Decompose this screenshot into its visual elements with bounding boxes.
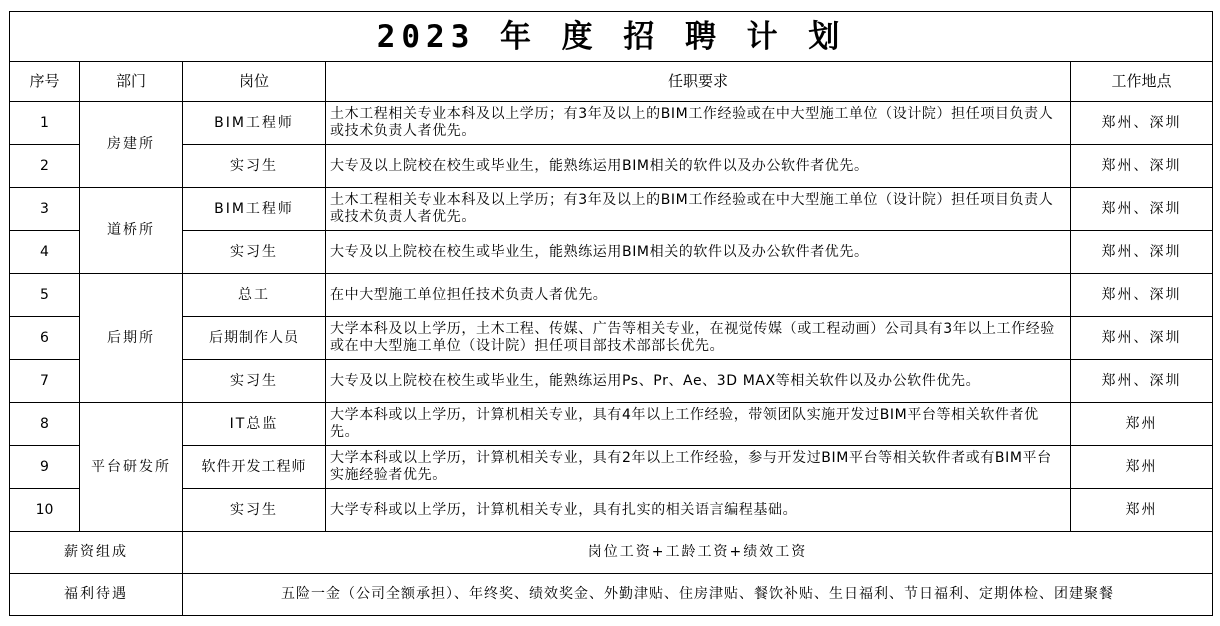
requirements-cell: 大专及以上院校在校生或毕业生，能熟练运用BIM相关的软件以及办公软件者优先。 <box>326 145 1071 188</box>
benefits-row <box>10 574 1213 616</box>
table-row <box>10 317 1213 360</box>
salary-label: 薪资组成 <box>10 532 183 574</box>
requirements-cell: 土木工程相关专业本科及以上学历；有3年及以上的BIM工作经验或在中大型施工单位（设计院）担任项目负责人或技术负责人者优先。 <box>326 188 1071 231</box>
location-cell: 郑州 <box>1071 403 1213 446</box>
position-cell: BIM工程师 <box>183 188 326 231</box>
location-cell: 郑州、深圳 <box>1071 188 1213 231</box>
location-cell: 郑州、深圳 <box>1071 102 1213 145</box>
title-row <box>10 12 1213 62</box>
header-index: 序号 <box>10 62 80 102</box>
row-index: 7 <box>10 360 80 403</box>
location-cell: 郑州、深圳 <box>1071 360 1213 403</box>
requirements-cell: 大学本科及以上学历，土木工程、传媒、广告等相关专业，在视觉传媒（或工程动画）公司具有3年以上工作经验或在中大型施工单位（设计院）担任项目部技术部部长优先。 <box>326 317 1071 360</box>
table-row <box>10 446 1213 489</box>
requirements-cell: 大专及以上院校在校生或毕业生，能熟练运用BIM相关的软件以及办公软件者优先。 <box>326 231 1071 274</box>
position-cell: 后期制作人员 <box>183 317 326 360</box>
row-index: 3 <box>10 188 80 231</box>
location-cell: 郑州、深圳 <box>1071 317 1213 360</box>
header-row <box>10 62 1213 102</box>
department-cell: 道桥所 <box>80 188 183 274</box>
department-cell: 房建所 <box>80 102 183 188</box>
requirements-cell: 大学专科或以上学历，计算机相关专业，具有扎实的相关语言编程基础。 <box>326 489 1071 532</box>
position-cell: IT总监 <box>183 403 326 446</box>
table-row <box>10 102 1213 145</box>
header-location: 工作地点 <box>1071 62 1213 102</box>
header-requirements: 任职要求 <box>326 62 1071 102</box>
row-index: 10 <box>10 489 80 532</box>
requirements-cell: 大学本科或以上学历，计算机相关专业，具有4年以上工作经验，带领团队实施开发过BIM平台等相关软件者优先。 <box>326 403 1071 446</box>
table-row <box>10 489 1213 532</box>
benefits-label: 福利待遇 <box>10 574 183 616</box>
requirements-cell: 在中大型施工单位担任技术负责人者优先。 <box>326 274 1071 317</box>
recruitment-plan-table <box>9 11 1213 616</box>
position-cell: 总工 <box>183 274 326 317</box>
requirements-cell: 大学本科或以上学历，计算机相关专业，具有2年以上工作经验，参与开发过BIM平台等相关软件者或有BIM平台实施经验者优先。 <box>326 446 1071 489</box>
department-cell: 后期所 <box>80 274 183 403</box>
table-row <box>10 403 1213 446</box>
header-department: 部门 <box>80 62 183 102</box>
table-row <box>10 145 1213 188</box>
benefits-value: 五险一金（公司全额承担）、年终奖、绩效奖金、外勤津贴、住房津贴、餐饮补贴、生日福利、节日福利、定期体检、团建聚餐 <box>183 574 1213 616</box>
position-cell: 实习生 <box>183 489 326 532</box>
row-index: 1 <box>10 102 80 145</box>
header-position: 岗位 <box>183 62 326 102</box>
position-cell: 实习生 <box>183 231 326 274</box>
table-row <box>10 188 1213 231</box>
row-index: 8 <box>10 403 80 446</box>
location-cell: 郑州 <box>1071 489 1213 532</box>
row-index: 5 <box>10 274 80 317</box>
row-index: 2 <box>10 145 80 188</box>
location-cell: 郑州、深圳 <box>1071 231 1213 274</box>
position-cell: 软件开发工程师 <box>183 446 326 489</box>
page-title: 2023 年 度 招 聘 计 划 <box>10 12 1213 62</box>
location-cell: 郑州、深圳 <box>1071 145 1213 188</box>
position-cell: 实习生 <box>183 145 326 188</box>
table-row <box>10 360 1213 403</box>
table-row <box>10 274 1213 317</box>
row-index: 4 <box>10 231 80 274</box>
location-cell: 郑州、深圳 <box>1071 274 1213 317</box>
location-cell: 郑州 <box>1071 446 1213 489</box>
recruitment-plan-sheet <box>9 11 1212 615</box>
row-index: 6 <box>10 317 80 360</box>
salary-value: 岗位工资+工龄工资+绩效工资 <box>183 532 1213 574</box>
requirements-cell: 土木工程相关专业本科及以上学历；有3年及以上的BIM工作经验或在中大型施工单位（设计院）担任项目负责人或技术负责人者优先。 <box>326 102 1071 145</box>
position-cell: 实习生 <box>183 360 326 403</box>
requirements-cell: 大专及以上院校在校生或毕业生，能熟练运用Ps、Pr、Ae、3D MAX等相关软件以及办公软件优先。 <box>326 360 1071 403</box>
table-row <box>10 231 1213 274</box>
salary-row <box>10 532 1213 574</box>
department-cell: 平台研发所 <box>80 403 183 532</box>
row-index: 9 <box>10 446 80 489</box>
position-cell: BIM工程师 <box>183 102 326 145</box>
